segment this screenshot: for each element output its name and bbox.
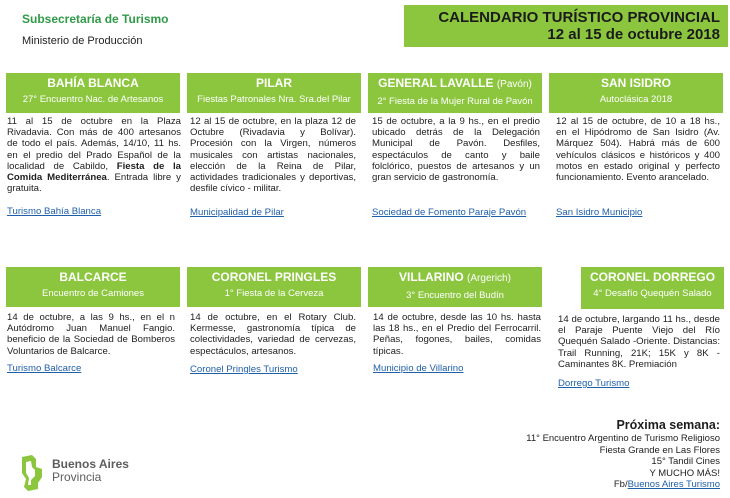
event-description: 14 de octubre, en el Rotary Club. Kermesse, gastronomía típica de colectividades, variedad de cervezas, espectáculos, artesanos. — [190, 312, 356, 357]
event-link[interactable]: Municipio de Villarino — [373, 363, 464, 374]
event-link[interactable]: Sociedad de Fomento Paraje Pavón — [372, 207, 527, 218]
event-subtitle: Autoclásica 2018 — [599, 94, 673, 105]
event-title: PILAR — [256, 76, 292, 90]
event-subtitle: 27° Encuentro Nac. de Artesanos — [22, 94, 164, 105]
header-org — [22, 12, 169, 48]
calendar-title-banner — [404, 5, 728, 47]
event-link[interactable]: Dorrego Turismo — [558, 378, 630, 389]
event-subtitle: 2° Fiesta de la Mujer Rural de Pavón — [377, 96, 533, 107]
facebook-line: Fb/Buenos Aires Turismo — [613, 479, 720, 490]
event-card-pilar — [187, 73, 361, 113]
event-highlight: Fiesta de la Comida Mediterránea — [7, 160, 181, 184]
event-title-note: (Argerich) — [467, 273, 511, 284]
event-title: VILLARINO — [399, 270, 464, 284]
event-description: 12 al 15 de octubre, en la plaza 12 de Octubre (Rivadavia y Bolívar). Procesión con la Virgen, números musicales con artistas nacionales, elección de la Reina de Pilar, actividades tradicionales y deportivas, desfile cívico - militar. — [190, 116, 356, 195]
event-description: 14 de octubre, largando 11 hs., desde el Paraje Puente Viejo del Río Quequén Salado -Oriente. Distancias: Trail Running, 21K; 15K y 8K - Caminantes 8K. Premiación — [558, 314, 720, 370]
event-subtitle: Encuentro de Camiones — [42, 288, 144, 299]
event-card-san-isidro — [549, 73, 723, 113]
event-description: 14 de octubre, a las 9 hs., en el n Autódromo Juan Manuel Fangio. beneficio de la Sociedad de Bomberos Voluntarios de Balcarce. — [7, 312, 175, 357]
event-title: SAN ISIDRO — [600, 76, 671, 90]
next-week-heading: Próxima semana: — [616, 418, 720, 432]
next-week-box — [526, 418, 720, 491]
calendar-dates: 12 al 15 de octubre 2018 — [547, 26, 720, 43]
event-link[interactable]: San Isidro Municipio — [556, 207, 643, 218]
event-description: 14 de octubre, desde las 10 hs. hasta las 18 hs., en el Predio del Ferrocarril. Peñas, fogones, bailes, comidas típicas. — [373, 312, 541, 357]
event-subtitle: 1° Fiesta de la Cerveza — [224, 288, 324, 299]
event-link[interactable]: Coronel Pringles Turismo — [190, 364, 298, 375]
event-title: CORONEL PRINGLES — [211, 270, 337, 284]
event-description: 11 al 15 de octubre en la Plaza Rivadavia. Con más de 400 artesanos de todo el país. Además, 14/10, 11 hs. en el predio del Prado Español de la localidad de Cabildo, Fiesta de la Comida Mediterránea. Entrada libre y gratuita. — [7, 116, 181, 195]
event-card-balcarce — [6, 267, 180, 307]
buenos-aires-provincia-logo — [20, 453, 180, 493]
event-title-note: (Pavón) — [496, 79, 532, 90]
event-title: BAHÍA BLANCA — [47, 76, 139, 90]
event-description: 15 de octubre, a la 9 hs., en el predio ubicado detrás de la Delegación Municipal de Pavón. Desfiles, espectáculos de canto y baile folclórico, puestos de artesanos y un gran servicio de gastronomía. — [372, 116, 540, 184]
event-card-coronel-dorrego — [581, 267, 724, 309]
event-card-villarino — [368, 267, 542, 307]
next-week-item: Fiesta Grande en Las Flores — [599, 444, 720, 456]
event-card-coronel-pringles — [187, 267, 361, 307]
ministerio-title: Ministerio de Producción — [22, 35, 143, 47]
event-card-bahia-blanca — [6, 73, 180, 113]
calendar-title: CALENDARIO TURÍSTICO PROVINCIAL — [438, 9, 720, 26]
logo-line-1: Buenos Aires — [52, 457, 129, 471]
event-link[interactable]: Turismo Bahía Blanca — [7, 206, 102, 217]
event-subtitle: 4° Desafío Quequén Salado — [593, 288, 712, 299]
next-week-item: 15° Tandil Cines — [651, 456, 720, 467]
event-link[interactable]: Turismo Balcarce — [7, 363, 82, 374]
event-subtitle: Fiestas Patronales Nra. Sra.del Pilar — [197, 94, 351, 105]
subsecretaria-title: Subsecretaría de Turismo — [22, 12, 169, 26]
event-link[interactable]: Municipalidad de Pilar — [190, 207, 284, 218]
next-week-item: 11° Encuentro Argentino de Turismo Religioso — [526, 433, 720, 444]
event-title: BALCARCE — [59, 270, 127, 284]
facebook-link[interactable]: Buenos Aires Turismo — [627, 479, 720, 490]
logo-line-2: Provincia — [52, 470, 102, 484]
event-subtitle: 3° Encuentro del Budín — [406, 290, 504, 301]
next-week-item: Y MUCHO MÁS! — [649, 467, 720, 479]
event-description: 12 al 15 de octubre, de 10 a 18 hs., en el Hipódromo de San Isidro (Av. Márquez 504). Habrá más de 600 vehículos clásicos e históricos y 400 motos en estado original y perfecto funcionamiento. Evento arancelado. — [556, 116, 720, 184]
event-title: GENERAL LAVALLE — [378, 76, 494, 90]
event-card-general-lavalle — [368, 73, 542, 113]
event-title: CORONEL DORREGO — [589, 270, 716, 284]
